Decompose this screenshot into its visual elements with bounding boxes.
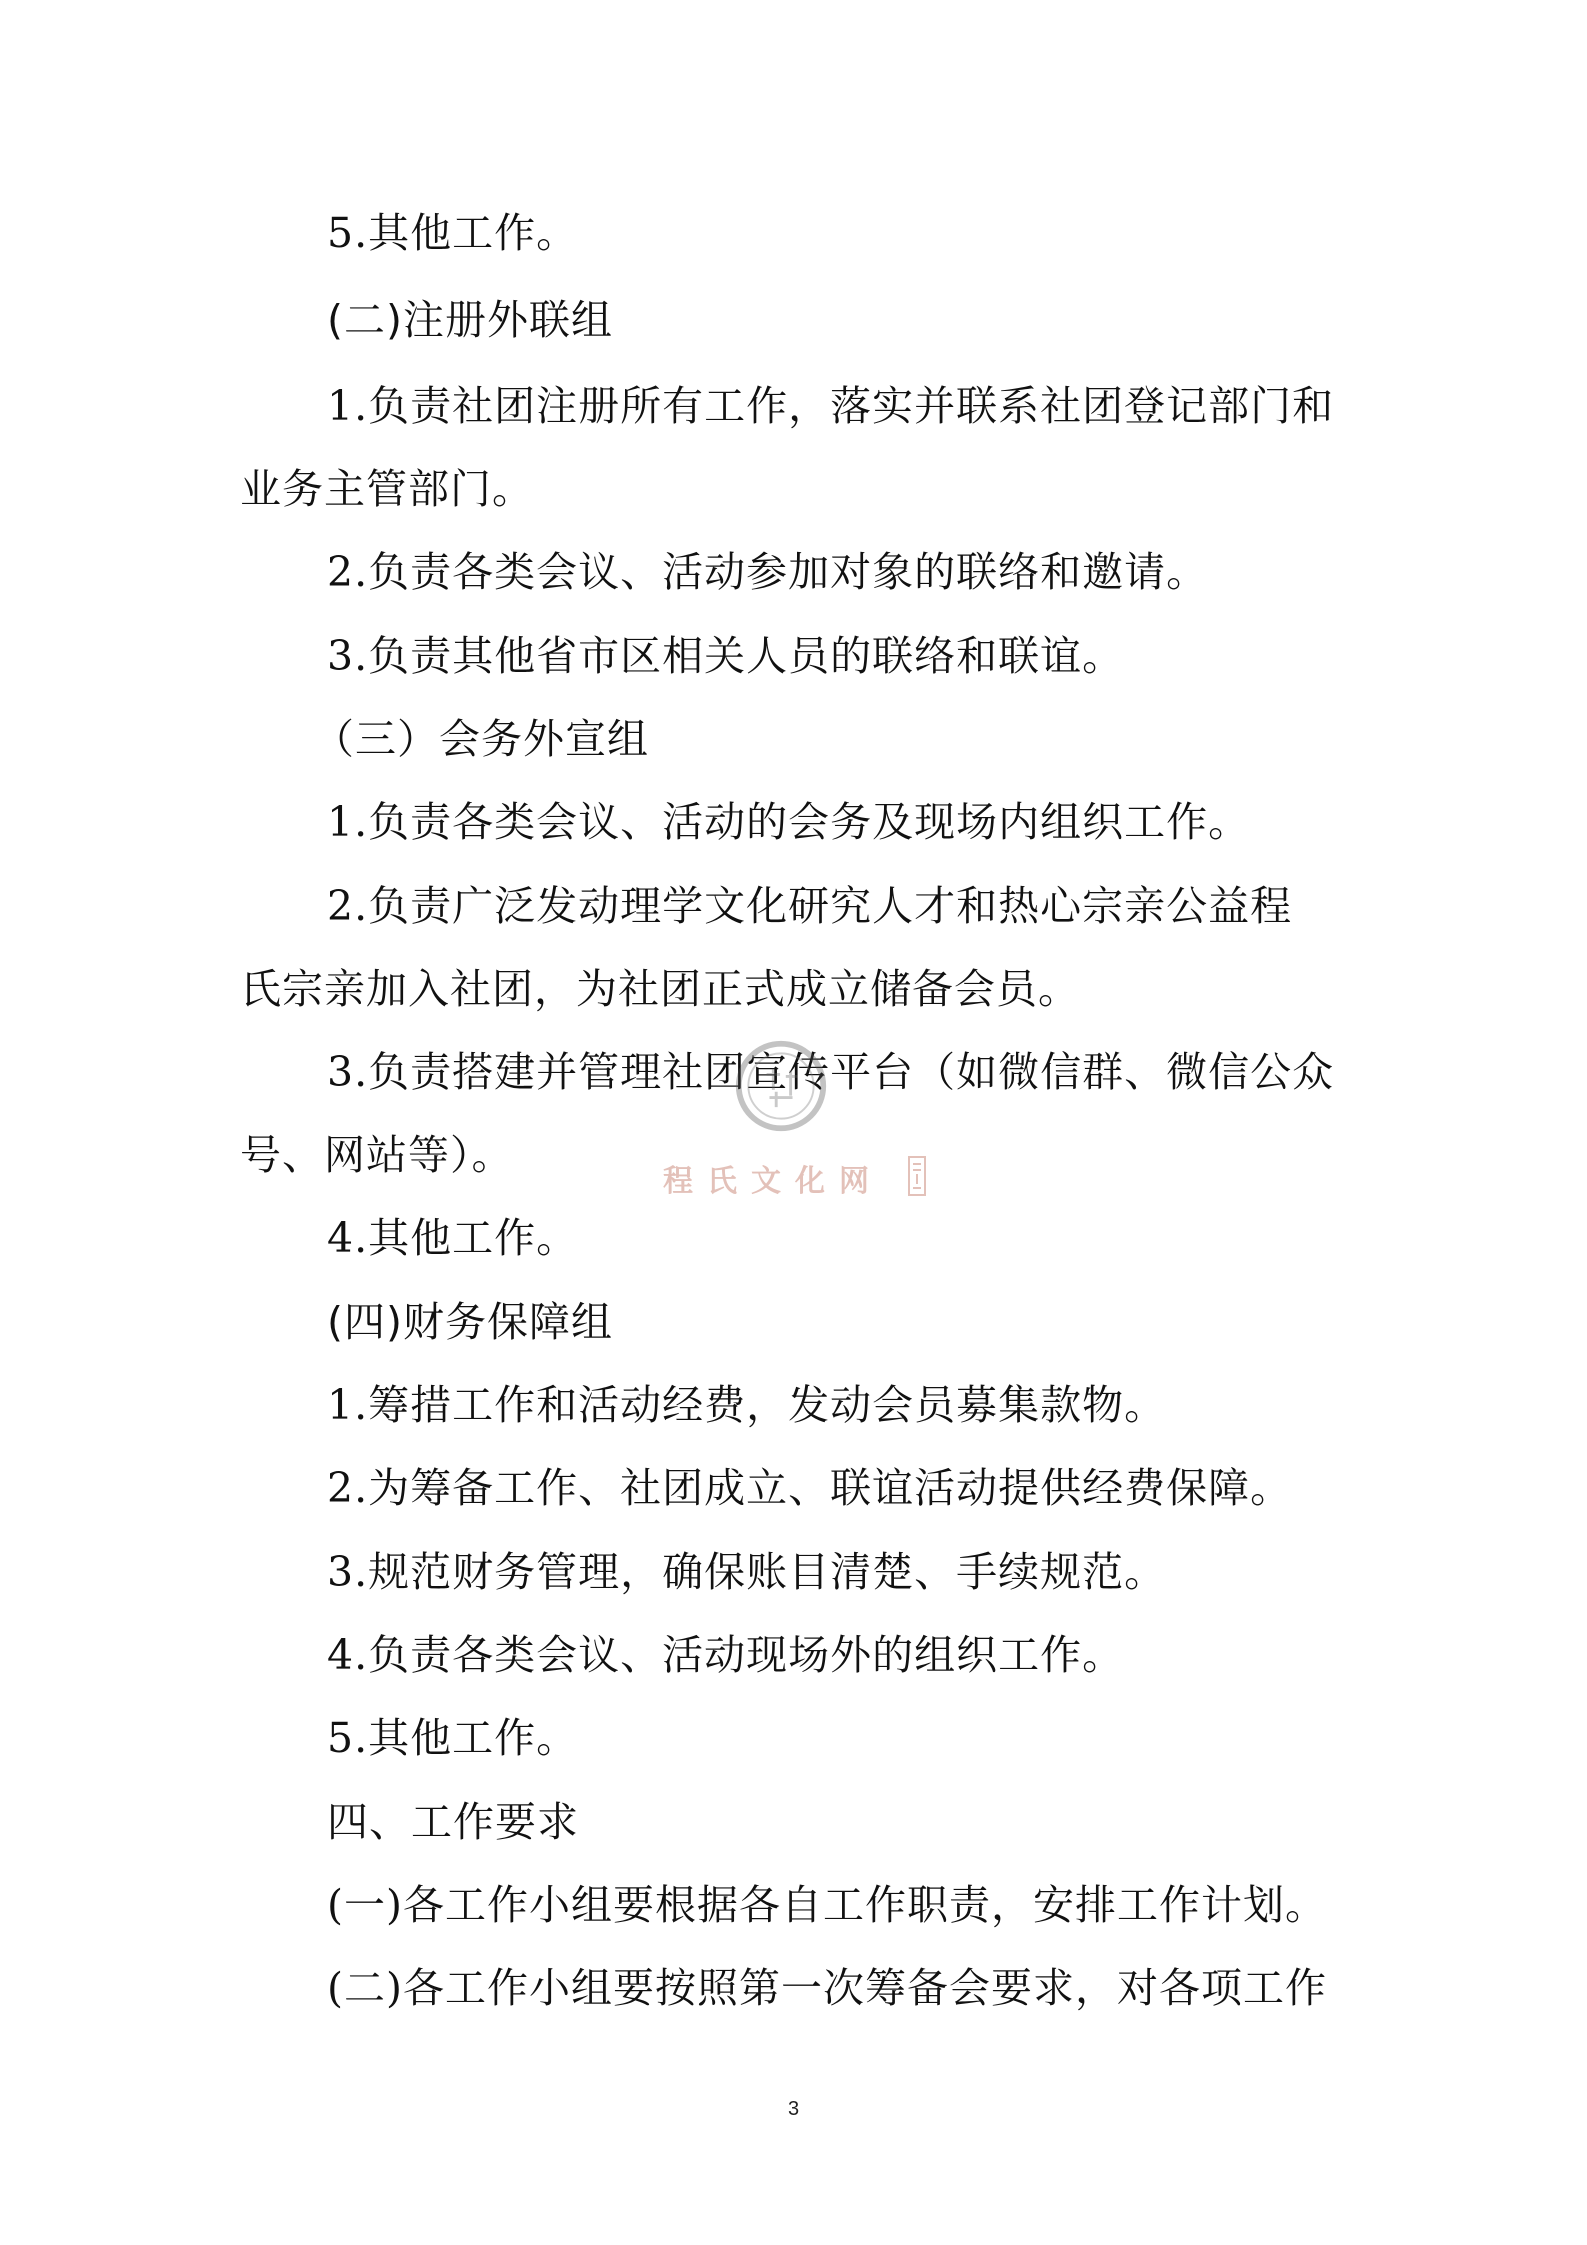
watermark — [663, 1038, 923, 1218]
body-line: 1.负责各类会议、活动的会务及现场内组织工作。 — [327, 798, 1251, 846]
body-line: 3.负责其他省市区相关人员的联络和联谊。 — [327, 632, 1125, 680]
body-line: (一)各工作小组要根据各自工作职责，安排工作计划。 — [327, 1881, 1327, 1929]
body-line: 2.负责广泛发动理学文化研究人才和热心宗亲公益程 — [327, 882, 1293, 930]
body-line: 4.负责各类会议、活动现场外的组织工作。 — [327, 1631, 1125, 1679]
body-line: 1.负责社团注册所有工作，落实并联系社团登记部门和 — [327, 382, 1335, 430]
body-line: 5.其他工作。 — [327, 209, 579, 257]
body-line: 1.筹措工作和活动经费，发动会员募集款物。 — [327, 1381, 1167, 1429]
section-heading: （三）会务外宣组 — [313, 715, 649, 763]
watermark-stamp-icon — [908, 1156, 926, 1196]
body-line: 3.负责搭建并管理社团宣传平台（如微信群、微信公众 — [327, 1048, 1335, 1096]
section-heading: 四、工作要求 — [327, 1798, 579, 1846]
body-line: 业务主管部门。 — [240, 465, 534, 513]
section-heading: (二)注册外联组 — [327, 296, 613, 344]
body-line: 2.负责各类会议、活动参加对象的联络和邀请。 — [327, 548, 1209, 596]
page-number: 3 — [787, 2098, 800, 2120]
body-line: 4.其他工作。 — [327, 1214, 579, 1262]
body-line: 氏宗亲加入社团，为社团正式成立储备会员。 — [240, 965, 1080, 1013]
watermark-text: 程氏文化网 — [663, 1164, 883, 1199]
body-line: 3.规范财务管理，确保账目清楚、手续规范。 — [327, 1548, 1167, 1596]
body-line: (二)各工作小组要按照第一次筹备会要求，对各项工作 — [327, 1964, 1327, 2012]
body-line: 2.为筹备工作、社团成立、联谊活动提供经费保障。 — [327, 1464, 1293, 1512]
watermark-seal-icon — [733, 1038, 829, 1134]
section-heading: (四)财务保障组 — [327, 1298, 613, 1346]
body-line: 号、网站等）。 — [240, 1131, 514, 1179]
body-line: 5.其他工作。 — [327, 1714, 579, 1762]
